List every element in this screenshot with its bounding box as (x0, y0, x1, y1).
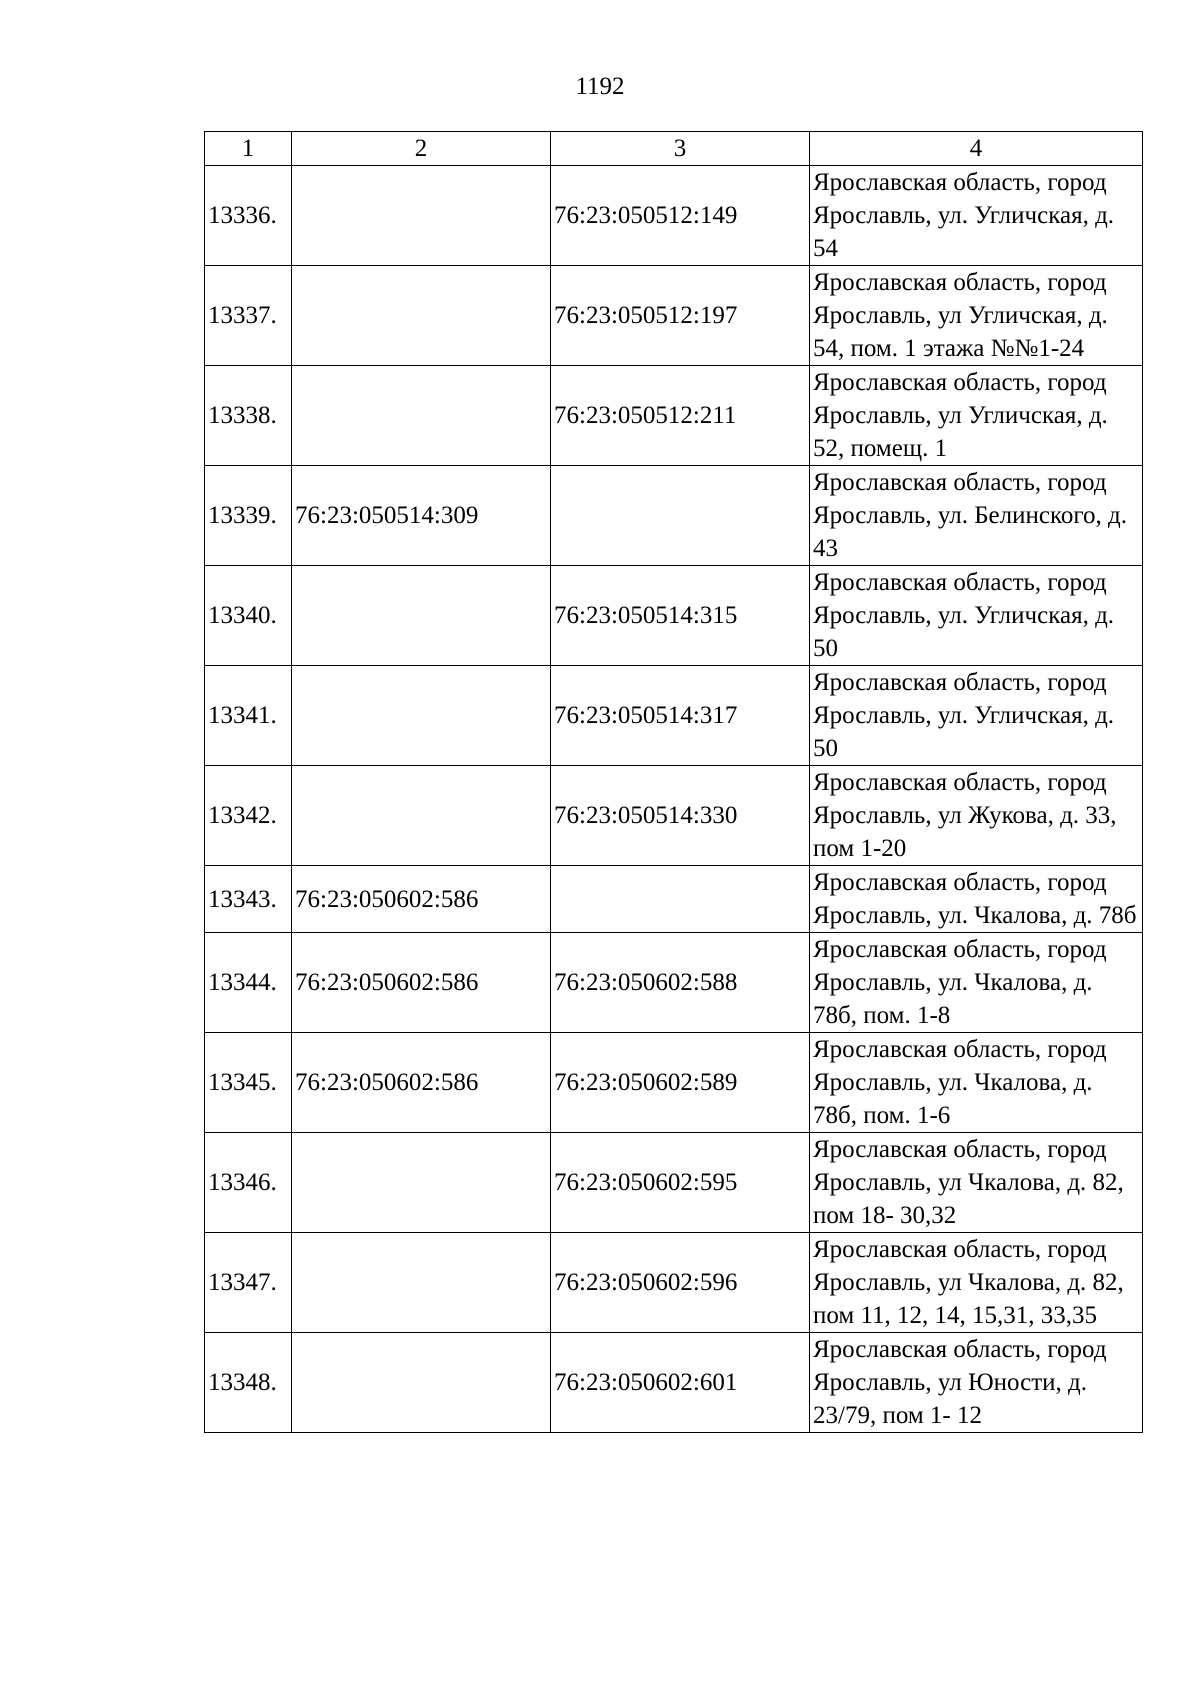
cadastral-number-cell (292, 366, 551, 466)
table-row (205, 666, 1143, 766)
cadastral-number-cell (292, 1133, 551, 1233)
table-header-row (205, 132, 1143, 166)
object-cadastral-number-cell: 76:23:050512:149 (551, 166, 810, 266)
row-number-cell: 13339. (205, 466, 292, 566)
address-cell: Ярославская область, город Ярославль, ул. Белинского, д. 43 (810, 466, 1143, 566)
cadastral-number-cell (292, 1233, 551, 1333)
cadastral-number-cell: 76:23:050602:586 (292, 1033, 551, 1133)
table-body (205, 166, 1143, 1433)
address-cell: Ярославская область, город Ярославль, ул. Чкалова, д. 78б, пом. 1-8 (810, 933, 1143, 1033)
row-number-cell: 13338. (205, 366, 292, 466)
table-row (205, 1333, 1143, 1433)
cadastral-number-cell (292, 566, 551, 666)
table-row (205, 766, 1143, 866)
column-header-2: 2 (292, 132, 551, 166)
table-row (205, 933, 1143, 1033)
column-header-1: 1 (205, 132, 292, 166)
table-row (205, 566, 1143, 666)
address-cell: Ярославская область, город Ярославль, ул Чкалова, д. 82, пом 18- 30,32 (810, 1133, 1143, 1233)
address-cell: Ярославская область, город Ярославль, ул. Чкалова, д. 78б, пом. 1-6 (810, 1033, 1143, 1133)
column-header-4: 4 (810, 132, 1143, 166)
address-cell: Ярославская область, город Ярославль, ул. Угличская, д. 50 (810, 666, 1143, 766)
address-cell: Ярославская область, город Ярославль, ул. Угличская, д. 50 (810, 566, 1143, 666)
table-row (205, 166, 1143, 266)
cadastral-number-cell: 76:23:050514:309 (292, 466, 551, 566)
object-cadastral-number-cell (551, 866, 810, 933)
column-header-3: 3 (551, 132, 810, 166)
cadastral-number-cell (292, 666, 551, 766)
object-cadastral-number-cell: 76:23:050602:588 (551, 933, 810, 1033)
address-cell: Ярославская область, город Ярославль, ул Угличская, д. 52, помещ. 1 (810, 366, 1143, 466)
row-number-cell: 13344. (205, 933, 292, 1033)
table-row (205, 1033, 1143, 1133)
cadastral-number-cell (292, 166, 551, 266)
object-cadastral-number-cell: 76:23:050512:197 (551, 266, 810, 366)
row-number-cell: 13345. (205, 1033, 292, 1133)
cadastral-number-cell: 76:23:050602:586 (292, 933, 551, 1033)
table-row (205, 466, 1143, 566)
address-cell: Ярославская область, город Ярославль, ул Жукова, д. 33, пом 1-20 (810, 766, 1143, 866)
address-cell: Ярославская область, город Ярославль, ул Юности, д. 23/79, пом 1- 12 (810, 1333, 1143, 1433)
table-row (205, 266, 1143, 366)
address-cell: Ярославская область, город Ярославль, ул. Чкалова, д. 78б (810, 866, 1143, 933)
row-number-cell: 13348. (205, 1333, 292, 1433)
row-number-cell: 13341. (205, 666, 292, 766)
page-number: 1192 (575, 73, 625, 100)
table-row (205, 1133, 1143, 1233)
object-cadastral-number-cell: 76:23:050602:595 (551, 1133, 810, 1233)
object-cadastral-number-cell: 76:23:050602:601 (551, 1333, 810, 1433)
row-number-cell: 13342. (205, 766, 292, 866)
object-cadastral-number-cell: 76:23:050514:315 (551, 566, 810, 666)
object-cadastral-number-cell: 76:23:050512:211 (551, 366, 810, 466)
cadastral-number-cell (292, 1333, 551, 1433)
row-number-cell: 13336. (205, 166, 292, 266)
table-row (205, 366, 1143, 466)
registry-table (204, 131, 1143, 1433)
row-number-cell: 13347. (205, 1233, 292, 1333)
object-cadastral-number-cell: 76:23:050514:330 (551, 766, 810, 866)
address-cell: Ярославская область, город Ярославль, ул Угличская, д. 54, пом. 1 этажа №№1-24 (810, 266, 1143, 366)
row-number-cell: 13346. (205, 1133, 292, 1233)
row-number-cell: 13340. (205, 566, 292, 666)
row-number-cell: 13337. (205, 266, 292, 366)
object-cadastral-number-cell: 76:23:050602:589 (551, 1033, 810, 1133)
object-cadastral-number-cell (551, 466, 810, 566)
table-row (205, 1233, 1143, 1333)
address-cell: Ярославская область, город Ярославль, ул Чкалова, д. 82, пом 11, 12, 14, 15,31, 33,35 (810, 1233, 1143, 1333)
cadastral-number-cell (292, 766, 551, 866)
object-cadastral-number-cell: 76:23:050602:596 (551, 1233, 810, 1333)
table-row (205, 866, 1143, 933)
cadastral-number-cell (292, 266, 551, 366)
address-cell: Ярославская область, город Ярославль, ул. Угличская, д. 54 (810, 166, 1143, 266)
cadastral-number-cell: 76:23:050602:586 (292, 866, 551, 933)
object-cadastral-number-cell: 76:23:050514:317 (551, 666, 810, 766)
row-number-cell: 13343. (205, 866, 292, 933)
